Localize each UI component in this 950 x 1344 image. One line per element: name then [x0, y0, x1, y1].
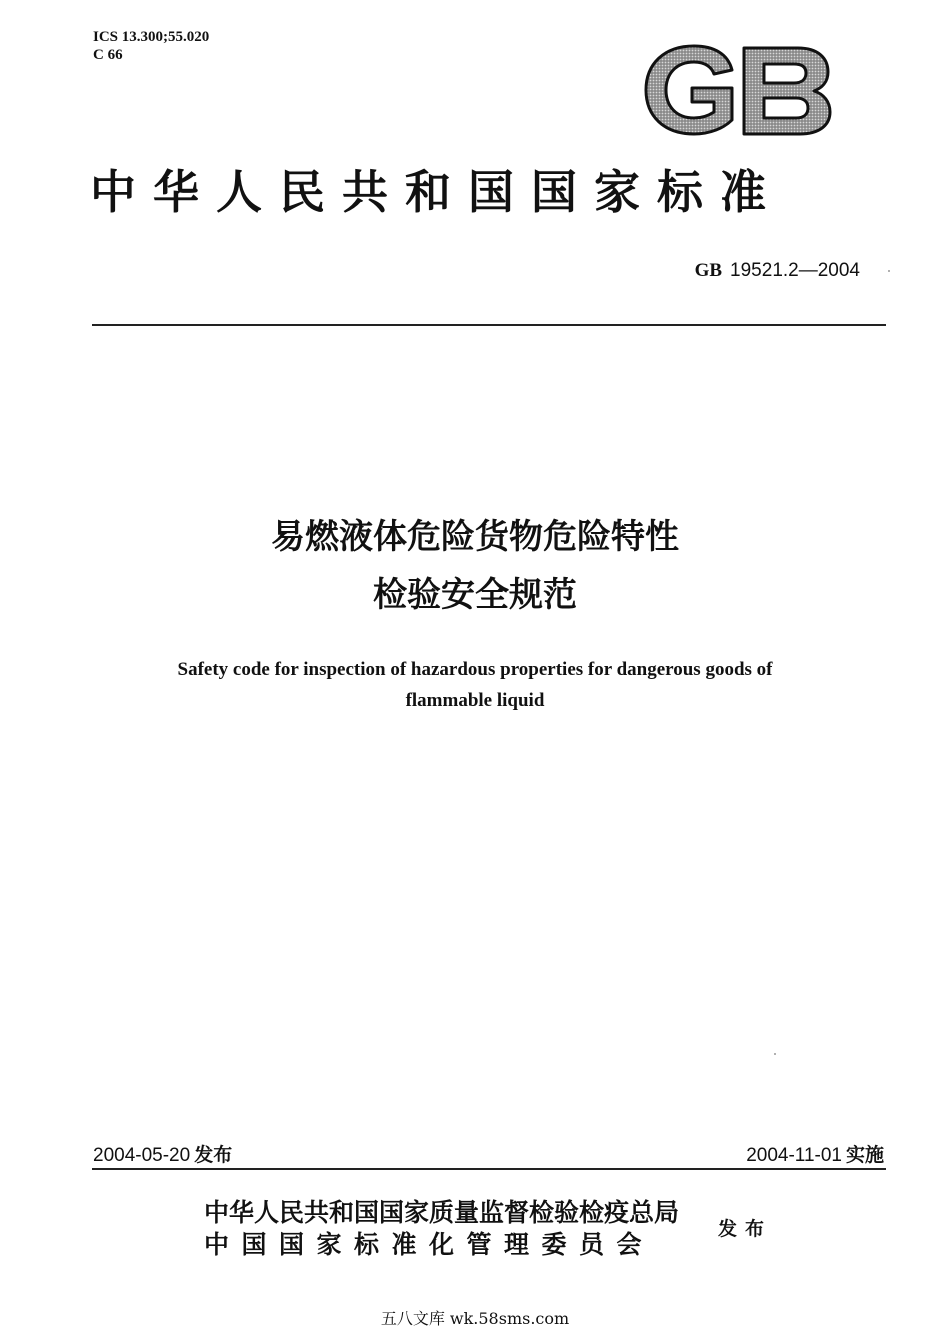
- standard-number: [695, 260, 860, 282]
- ccs-code: C 66: [93, 47, 123, 63]
- scan-speck: [888, 270, 890, 272]
- chinese-title-line-1: 易燃液体危险货物危险特性: [271, 517, 679, 557]
- issue-date: [93, 1140, 232, 1167]
- implementation-date: [746, 1140, 884, 1167]
- issuer-sac: 中国国家标准化管理委员会: [204, 1230, 655, 1259]
- scan-speck: [774, 1053, 776, 1055]
- gb-logo-text: GB: [737, 100, 739, 101]
- standard-prefix: GB: [694, 260, 723, 281]
- implementation-date-value: 2004-11-01: [746, 1145, 842, 1166]
- gb-logo: [640, 40, 835, 140]
- english-title-line-1: Safety code for inspection of hazardous properties for dangerous goods of: [177, 659, 773, 680]
- issue-date-label: 发布: [194, 1144, 233, 1166]
- top-divider: [92, 324, 886, 326]
- national-standard-masthead: 中华人民共和国国家标准: [90, 165, 783, 219]
- english-title-line-2: flammable liquid: [405, 690, 545, 711]
- classification-codes: [93, 28, 209, 64]
- site-watermark: 五八文库 wk.58sms.com: [380, 1309, 570, 1328]
- issuer-aqsiq: 中华人民共和国国家质量监督检验检疫总局: [204, 1198, 680, 1227]
- issue-date-value: 2004-05-20: [93, 1145, 191, 1166]
- ics-code: ICS 13.300;55.020: [93, 29, 210, 45]
- standard-code: 19521.2—2004: [730, 260, 860, 281]
- chinese-title-line-2: 检验安全规范: [373, 575, 577, 615]
- implementation-date-label: 实施: [845, 1144, 884, 1166]
- bottom-divider: [92, 1168, 886, 1170]
- issuer-action: 发布: [718, 1218, 773, 1240]
